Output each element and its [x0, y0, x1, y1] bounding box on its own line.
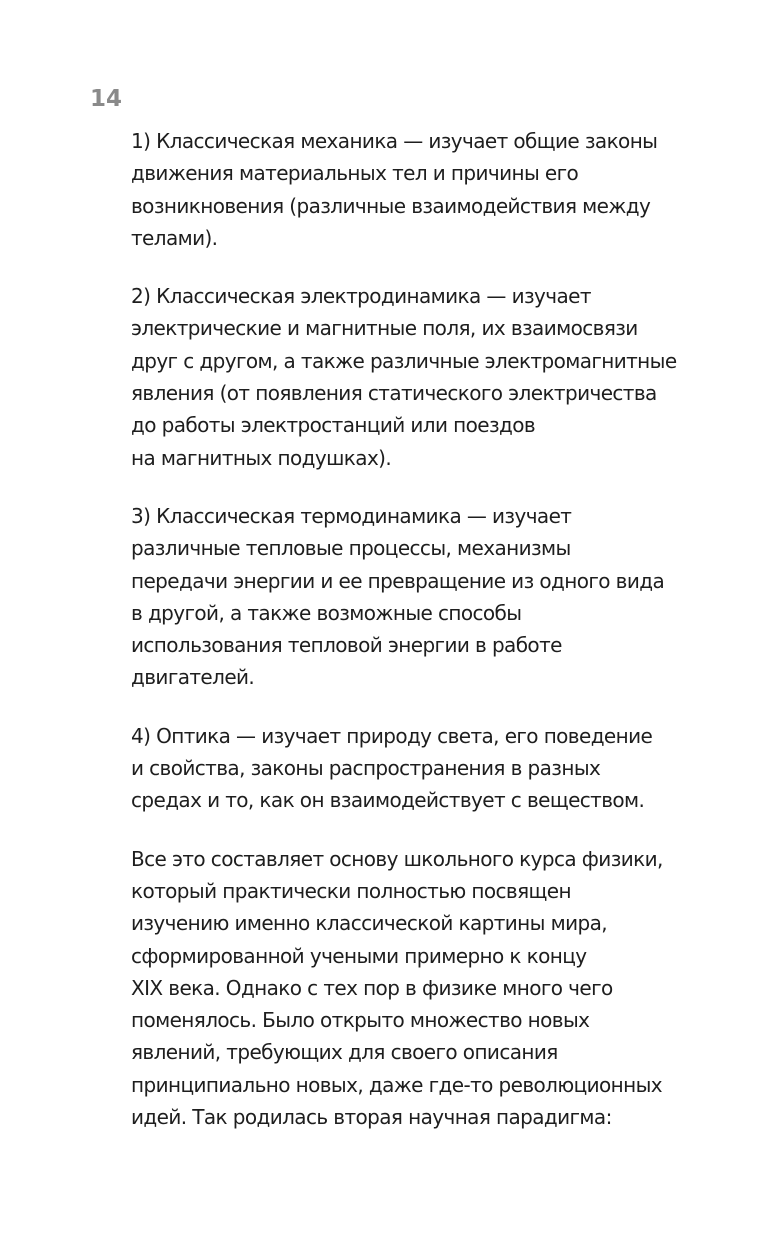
- text-line: 1) Классическая механика — изучает общие законы: [131, 129, 658, 153]
- text-line: на магнитных подушках).: [131, 445, 392, 470]
- text-line: 4) Оптика — изучает природу света, его поведение: [131, 723, 653, 748]
- paragraph-summary: [131, 843, 691, 1134]
- text-line: изучению именно классической картины мира,: [131, 911, 607, 936]
- text-line: идей. Так родилась вторая научная парадигма:: [131, 1105, 612, 1130]
- text-line: использования тепловой энергии в работе: [131, 633, 562, 658]
- text-line: до работы электростанций или поездов: [131, 413, 536, 438]
- text-line: явлений, требующих для своего описания: [131, 1040, 558, 1065]
- text-line: друг с другом, а также различные электромагнитные: [131, 348, 677, 373]
- text-line: электрические и магнитные поля, их взаимосвязи: [131, 316, 638, 341]
- text-line: двигателей.: [131, 665, 255, 690]
- page-number: 14: [90, 86, 123, 112]
- text-line: движения материальных тел и причины его: [131, 161, 579, 186]
- text-line: возникновения (различные взаимодействия между: [131, 193, 651, 218]
- paragraph-classical-mechanics: [131, 125, 691, 254]
- text-line: сформированной учеными примерно к концу: [131, 943, 587, 968]
- paragraph-optics: [131, 720, 691, 817]
- text-line: Все это составляет основу школьного курса физики,: [131, 846, 663, 871]
- text-line: XIX века. Однако с тех пор в физике много чего: [131, 975, 613, 1000]
- paragraph-classical-electrodynamics: [131, 280, 691, 474]
- text-line: 3) Классическая термодинамика — изучает: [131, 503, 572, 528]
- text-line: поменялось. Было открыто множество новых: [131, 1008, 590, 1033]
- text-line: который практически полностью посвящен: [131, 878, 571, 903]
- text-line: различные тепловые процессы, механизмы: [131, 536, 571, 561]
- text-line: 2) Классическая электродинамика — изучает: [131, 284, 591, 309]
- body-text: [131, 125, 691, 1159]
- text-line: принципиально новых, даже где-то революционных: [131, 1072, 663, 1097]
- text-line: телами).: [131, 225, 218, 250]
- text-line: и свойства, законы распространения в разных: [131, 756, 601, 781]
- text-line: явления (от появления статического электричества: [131, 381, 657, 406]
- text-line: средах и то, как он взаимодействует с веществом.: [131, 788, 645, 813]
- text-line: в другой, а также возможные способы: [131, 600, 522, 625]
- text-line: передачи энергии и ее превращение из одного вида: [131, 568, 665, 593]
- paragraph-classical-thermodynamics: [131, 500, 691, 694]
